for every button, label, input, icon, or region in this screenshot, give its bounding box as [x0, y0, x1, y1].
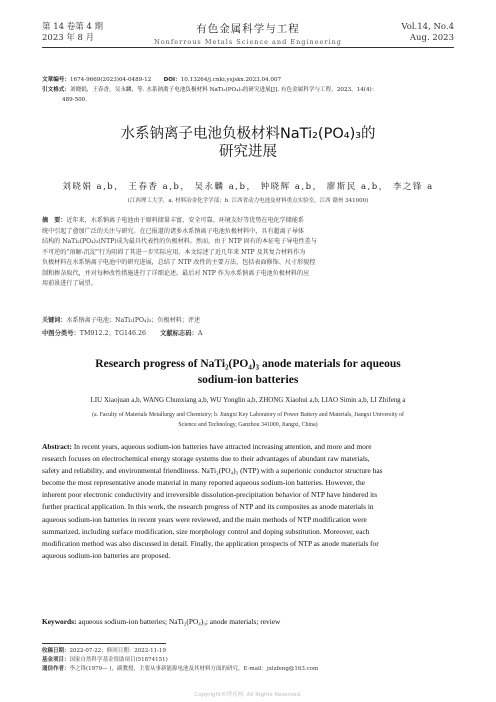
- authors-en: LIU Xiaojuan a,b, WANG Chunxiang a,b, WU Yonglin a,b, ZHONG Xiaohui a,b, LIAO Simin a,b, LI Zhifeng a: [90, 396, 406, 404]
- footnote-received: [42, 647, 458, 656]
- header-right: [401, 22, 454, 44]
- journal-name-en: Nonferrous Metals Science and Engineering: [154, 38, 342, 46]
- cite-line-1: 刘晓娟，王春香，吴永麟，等. 水系钠离子电池负极材料 NaTi₂(PO₄)₃的研究进展[J]. 有色金属科学与工程，2023，14(4)：: [69, 87, 378, 93]
- footnote-corresponding: [42, 665, 458, 674]
- article-title-en: [0, 356, 496, 388]
- article-title-cn: [0, 125, 496, 161]
- abstract-en: [42, 441, 454, 562]
- corr-label: 通信作者：: [42, 666, 70, 672]
- footnote-rule: [42, 643, 166, 644]
- abstract-en-line: modification method was also discussed in detail. Finally, the application prospects of NTP as anode materials for: [42, 538, 379, 548]
- abstract-cn-label: 摘 要：: [42, 217, 67, 224]
- affil-en-line-1: (a. Faculty of Materials Metallurgy and Chemistry; b. Jiangxi Key Laboratory of Power Battery and Materials, Jiangxi University of: [92, 412, 404, 418]
- abstract-cn-line: 负极材料在水系钠离子电池中的研究进展，总结了 NTP 改性的主要方法，包括表面修饰、尺寸形貌控: [42, 259, 316, 266]
- abstract-en-line: aqueous sodium-ion batteries are proposed.: [42, 550, 171, 560]
- abstract-en-line: further practical application. In this work, the research progress of NTP and its composites as anode materials in: [42, 502, 374, 512]
- class-label: 中图分类号：: [42, 330, 80, 337]
- affil-en-line-2: Science and Technology, Ganzhou 341000, Jiangxi, China): [178, 422, 318, 428]
- doc-code: A: [197, 330, 203, 337]
- title-cn-line-2: 研究进展: [219, 144, 277, 160]
- fund-text: 国家自然科学基金资助项目(51874151): [69, 657, 168, 663]
- abstract-cn: [42, 216, 454, 290]
- citation-format: [42, 86, 458, 105]
- classification-cn: [42, 328, 202, 337]
- article-no-label: 文章编号：: [42, 77, 70, 83]
- article-no: 1674-9669(2023)04-0489-12: [69, 77, 152, 83]
- class-code: TM912.2；TG146.26: [79, 330, 147, 337]
- title-en-line-2: sodium-ion batteries: [197, 374, 299, 386]
- abstract-cn-line: 近年来，水系钠离子电池由于原料储量丰富、安全可靠、环境友好等优势在电化学储能系: [66, 217, 305, 224]
- affiliation-cn: (江西理工大学，a. 材料冶金化学学部；b. 江西省动力电池及材料重点实验室，江西 赣州 341000): [127, 198, 369, 204]
- keywords-cn-label: 关键词：: [42, 317, 67, 324]
- title-en-line-1: Research progress of NaTi₂(PO₄)₃ anode materials for aqueous: [95, 358, 401, 370]
- title-cn-line-1: 水系钠离子电池负极材料NaTi₂(PO₄)₃的: [120, 126, 376, 142]
- keywords-cn-text: 水系钠离子电池；NaTi₂(PO₄)₃；负极材料；评述: [66, 317, 201, 324]
- authors-cn: 刘晓娟 a,b， 王春香 a,b， 吴永麟 a,b， 钟晓辉 a,b， 廖斯民 a,b， 李之锋 a: [62, 182, 434, 192]
- abstract-en-line: In recent years, aqueous sodium-ion batteries have attracted increasing attention, and more and more: [71, 442, 372, 451]
- affiliation-en: [0, 410, 496, 430]
- abstract-cn-line: 统中引起了愈加广泛的关注与研究。在已报道的诸多水系钠离子电池负极材料中，具有超离子导体: [42, 227, 305, 235]
- abstract-en-line: safety and reliability, and environmental friendliness. NaTi₂(PO₄)₃ (NTP) with a superionic conductor structure has: [42, 466, 383, 476]
- corr-text: 李之锋(1979— )，副教授，主要从事新能源电池及其材料方面的研究。E-mail：jxlzfeng@163.com: [69, 666, 319, 672]
- abstract-cn-line: 不可逆的“溶解-沉淀”行为阻碍了其进一步实际应用。本文综述了近几年来 NTP 及其复合材料作为: [42, 248, 306, 256]
- keywords-en: [42, 617, 280, 626]
- volume-issue-en: Vol.14, No.4: [401, 22, 454, 32]
- abstract-en-label: Abstract:: [42, 442, 72, 451]
- abstract-cn-line: 结构的 NaTi₂(PO₄)₃(NTP)成为最具代表性的负极材料。然而，由于 NTP 固有的本征电子导电性差与: [42, 238, 317, 245]
- abstract-cn-line: 制和掺杂取代，并对每种改性措施进行了详细论述。最后对 NTP 作为水系钠离子电池负极材料的应: [42, 269, 310, 277]
- abstract-en-line: summarized, including surface modification, size morphology control and doping substitution. Moreover, each: [42, 526, 370, 536]
- keywords-en-label: Keywords:: [42, 617, 77, 626]
- abstract-en-line: inherent poor electronic conductivity and irreversible dissolution-precipitation behavior of NTP have hindered its: [42, 490, 378, 500]
- date-en: Aug. 2023: [409, 33, 454, 43]
- abstract-en-line: aqueous sodium-ion batteries in recent years were reviewed, and the main methods of NTP modification were: [42, 514, 367, 524]
- doc-code-label: 文献标志码：: [160, 330, 198, 337]
- fund-label: 基金项目：: [42, 657, 70, 663]
- cite-line-2: 489-500.: [62, 96, 88, 103]
- received-dates: 2022-07-22；修回日期：2022-11-19: [69, 648, 166, 654]
- abstract-cn-line: 用前景进行了展望。: [42, 280, 97, 287]
- cite-label: 引文格式：: [42, 87, 70, 93]
- doi: 10.13264/j.cnki.ysjskx.2023.04.007: [180, 77, 282, 83]
- footnote-fund: [42, 656, 458, 665]
- abstract-en-line: become the most representative anode material in many reported aqueous sodium-ion batteries. However, the: [42, 478, 365, 488]
- journal-name-cn: 有色金属科学与工程: [196, 23, 300, 35]
- article-number-line: [42, 76, 458, 86]
- received-label: 收稿日期：: [42, 648, 70, 654]
- keywords-cn: [42, 315, 200, 324]
- keywords-en-text: aqueous sodium-ion batteries; NaTi₂(PO₄)₃; anode materials; review: [76, 617, 281, 626]
- doi-label: DOI：: [163, 77, 181, 83]
- copyright-watermark: Copyright©博看网. All Rights Reserved.: [194, 692, 302, 698]
- volume-issue-cn: 第 14 卷第 4 期: [42, 22, 104, 32]
- date-cn: 2023 年 8 月: [42, 33, 95, 43]
- header-rule: [42, 47, 454, 48]
- abstract-en-line: research focuses on electrochemical energy storage systems due to their advantages of abundant raw materials,: [42, 454, 370, 464]
